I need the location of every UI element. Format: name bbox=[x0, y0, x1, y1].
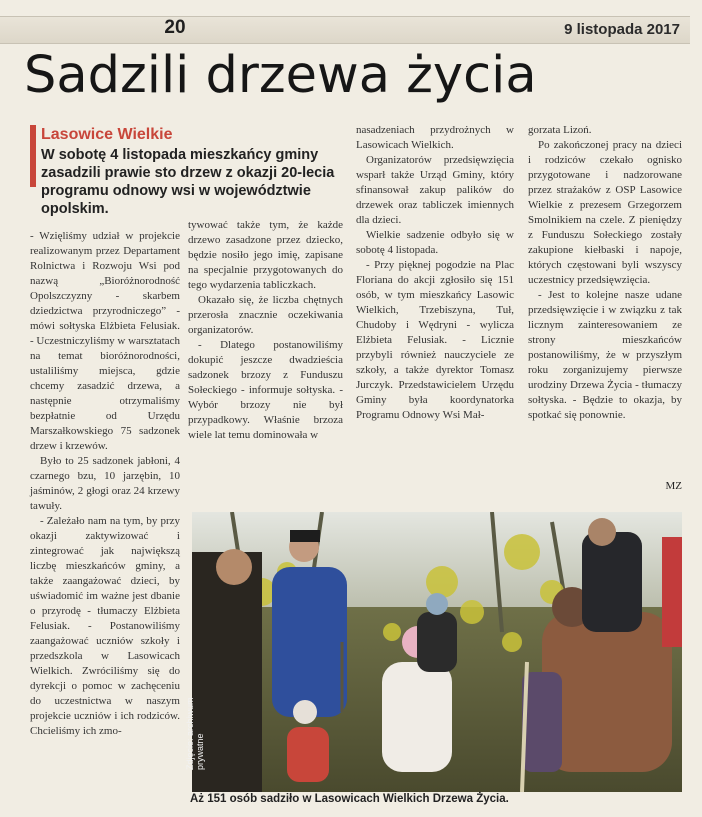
paragraph: Było to 25 sadzonek jabłoni, 4 czarnego bzu, 10 jarzębin, 10 jaśminów, 2 głogi oraz 24 krzewy tawuły. bbox=[30, 455, 180, 512]
paragraph: Organizatorów przedsięwzięcia wsparł także Urząd Gminy, który sfinansował zakup palików do drzewek oraz tabliczek imiennych dla dzieci. bbox=[356, 154, 514, 226]
paragraph: - Dlatego postanowiliśmy dokupić jeszcze dwadzieścia sadzonek brzozy z Funduszu Sołeckiego - informuje sołtyska. - Wybór brzozy nie był przypadkowy. Właśnie brzoza wiele lat temu dominowała w bbox=[188, 339, 343, 441]
article-photo bbox=[192, 512, 682, 792]
location-label: Lasowice Wielkie bbox=[41, 126, 173, 143]
article-column-1 bbox=[30, 229, 180, 739]
paragraph: Po zakończonej pracy na dzieci i rodziców czekało ognisko przygotowane i nadzorowane przez strażaków z OSP Lasowice Wielkie z prezesem Grzegorzem Smolnikiem na czele. Z pieniędzy z Funduszu Sołeckiego zostały zakupione kiełbaski i napoje, których częstowani byli wszyscy uczestnicy przedsięwzięcia. bbox=[528, 139, 682, 286]
lead-paragraph: W sobotę 4 listopada mieszkańcy gminy zasadzili prawie sto drzew z okazji 20-lecia programu odnowy wsi w województwie opolskim. bbox=[41, 147, 335, 217]
photo-credit: Zdjęcie: archiwum prywatne bbox=[185, 697, 205, 770]
paragraph: - Wzięliśmy udział w projekcie realizowanym przez Departament Rolnictwa i Rozwoju Wsi pod nazwą „Bioróżnorodność Opolszczyzny - skarbem dziedzictwa przyrodniczego” - mówi sołtyska Elżbieta Felusiak. - Uczestniczyliśmy w warsztatach na temat bioróżnorodności, ustaliliśmy miejsca, gdzie chcemy zasadzić drzewa, a następnie otrzymaliśmy bezpłatnie od Urzędu Marszałkowskiego 75 sadzonek drzew i krzewów. bbox=[30, 230, 180, 452]
article-column-2 bbox=[188, 218, 343, 443]
paragraph: tywować także tym, że każde drzewo zasadzone przez dziecko, będzie nosiło jego imię, zapisane na specjalnie przygotowanych do tego wydarzenia tabliczkach. bbox=[188, 219, 343, 291]
paragraph: - Przy pięknej pogodzie na Plac Floriana do akcji zgłosiło się 151 osób, w tym mieszkańcy Lasowic Wielkich, Trzebiszyna, Tuł, Chudoby i Wędryni - wylicza Elżbieta Felusiak. - Licznie przybyli również nauczyciele ze szkoły, a także dyrektor Tomasz Jurczyk. Przedstawicielem Urzędu Gminy była koordynatorka Programu Odnowy Wsi Mał- bbox=[356, 259, 514, 421]
article-column-4 bbox=[528, 123, 682, 423]
page-number: 20 bbox=[164, 17, 186, 38]
paragraph: - Zależało nam na tym, by przy okazji zaktywizować i zintegrować jak największą liczbę mieszkańców gminy, a także zaangażować dzieci, by uświadomić im ważne jest dbanie o przyrodę - tłumaczy Elżbieta Felusiak. - Postanowiliśmy zaangażować uczniów szkoły i przedszkola w Lasowicach Wielkich. Zwróciliśmy się do dyrekcji o pomoc w zachęceniu do uczestnictwa w naszym projekcie uczniów i ich rodziców. Chcieliśmy ich zmo- bbox=[30, 515, 180, 737]
issue-date: 9 listopada 2017 bbox=[564, 21, 680, 38]
paragraph: - Jest to kolejne nasze udane przedsięwzięcie i w związku z tak licznym zainteresowaniem ze strony mieszkańców postanowiliśmy, że w przyszłym roku zorganizujemy pierwsze urodziny Drzewa Życia - tłumaczy sołtyska. - Będzie to okazja, by spotkać się ponownie. bbox=[528, 289, 682, 421]
paragraph: gorzata Lizoń. bbox=[528, 124, 592, 136]
author-signature bbox=[528, 480, 682, 492]
paragraph: Okazało się, że liczba chętnych przerosła znacznie oczekiwania organizatorów. bbox=[188, 294, 343, 336]
paragraph: Wielkie sadzenie odbyło się w sobotę 4 listopada. bbox=[356, 229, 514, 256]
signature-text: MZ bbox=[665, 480, 682, 492]
lead-accent-bar bbox=[30, 125, 36, 187]
photo-caption: Aż 151 osób sadziło w Lasowicach Wielkich Drzewa Życia. bbox=[190, 793, 509, 805]
headline: Sadzili drzewa życia bbox=[24, 46, 537, 105]
tree-planting-photo-illustration bbox=[192, 512, 682, 792]
paragraph: nasadzeniach przydrożnych w Lasowicach Wielkich. bbox=[356, 124, 514, 151]
article-column-3 bbox=[356, 123, 514, 423]
